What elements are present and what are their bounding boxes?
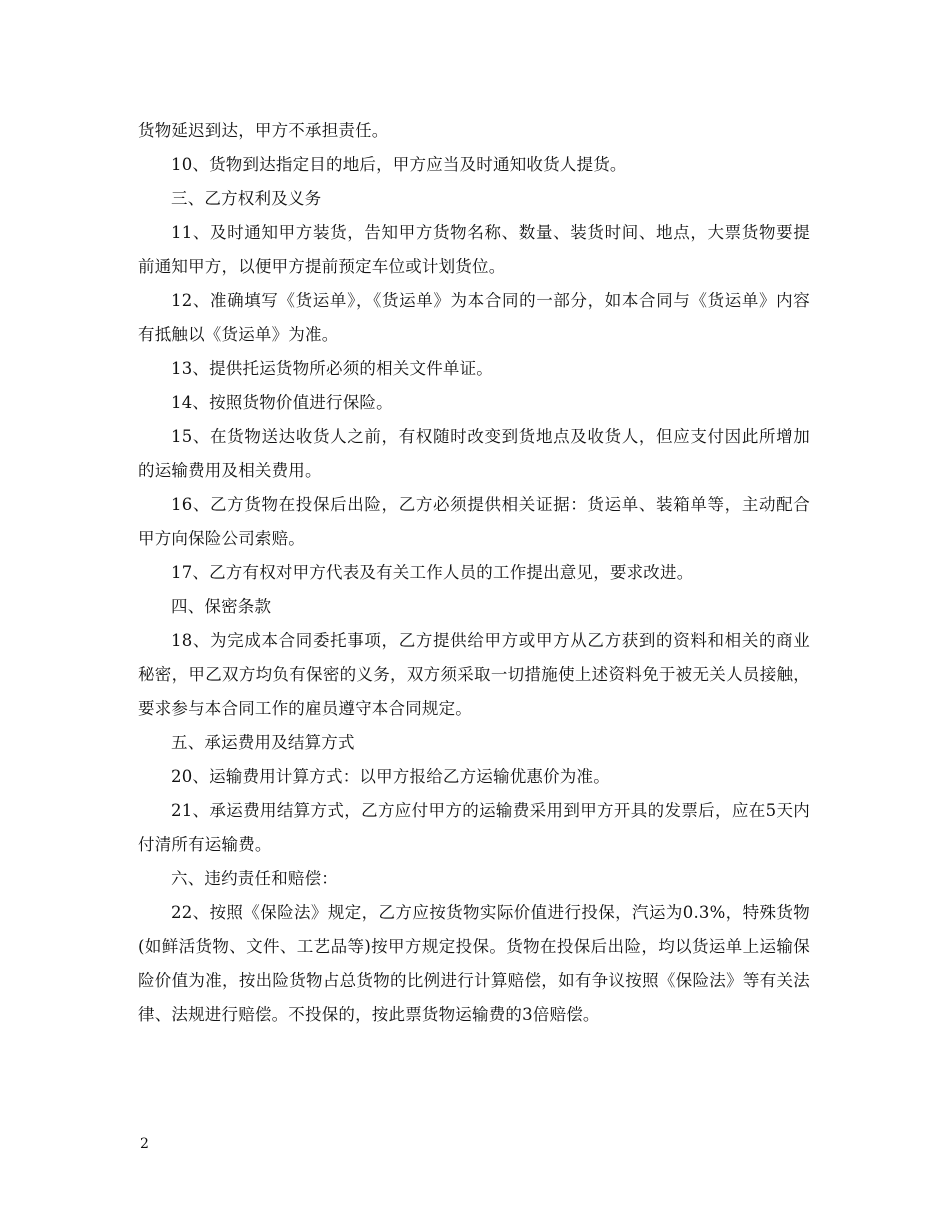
section-heading-6: 六、违约责任和赔偿：: [171, 869, 338, 888]
document-body: [138, 114, 810, 1032]
paragraph-clause-13: 13、提供托运货物所必须的相关文件单证。: [171, 359, 493, 378]
paragraph-clause-18: 18、为完成本合同委托事项，乙方提供给甲方或甲方从乙方获到的资料和相关的商业秘密，甲乙双方均负有保密的义务，双方须采取一切措施使上述资料免于被无关人员接触，要求参与本合同工作的雇员遵守本合同规定。: [138, 631, 810, 718]
section-heading-4: 四、保密条款: [171, 597, 272, 616]
paragraph-clause-15: 15、在货物送达收货人之前，有权随时改变到货地点及收货人，但应支付因此所增加的运输费用及相关费用。: [138, 427, 810, 480]
paragraph-clause-16: 16、乙方货物在投保后出险，乙方必须提供相关证据：货运单、装箱单等，主动配合甲方向保险公司索赔。: [138, 495, 810, 548]
page-number: 2: [140, 1136, 149, 1152]
paragraph-clause-14: 14、按照货物价值进行保险。: [171, 393, 393, 412]
paragraph-clause-17: 17、乙方有权对甲方代表及有关工作人员的工作提出意见，要求改进。: [171, 563, 694, 582]
paragraph-clause-11: 11、及时通知甲方装货，告知甲方货物名称、数量、装货时间、地点，大票货物要提前通知甲方，以便甲方提前预定车位或计划货位。: [138, 223, 810, 276]
paragraph-clause-10: 10、货物到达指定目的地后，甲方应当及时通知收货人提货。: [171, 155, 627, 174]
paragraph-clause-22: 22、按照《保险法》规定，乙方应按货物实际价值进行投保，汽运为0.3%，特殊货物(如鲜活货物、文件、工艺品等)按甲方规定投保。货物在投保后出险，均以货运单上运输保险价值为准，按出险货物占总货物的比例进行计算赔偿，如有争议按照《保险法》等有关法律、法规进行赔偿。不投保的，按此票货物运输费的3倍赔偿。: [138, 903, 810, 1024]
paragraph-clause-20: 20、运输费用计算方式：以甲方报给乙方运输优惠价为准。: [171, 767, 610, 786]
paragraph-clause-21: 21、承运费用结算方式，乙方应付甲方的运输费采用到甲方开具的发票后，应在5天内付清所有运输费。: [138, 801, 810, 854]
section-heading-3: 三、乙方权利及义务: [171, 189, 322, 208]
paragraph-clause-12: 12、准确填写《货运单》，《货运单》为本合同的一部分，如本合同与《货运单》内容有抵触以《货运单》为准。: [138, 291, 810, 344]
section-heading-5: 五、承运费用及结算方式: [171, 733, 355, 752]
paragraph-continuation: 货物延迟到达，甲方不承担责任。: [138, 121, 389, 140]
